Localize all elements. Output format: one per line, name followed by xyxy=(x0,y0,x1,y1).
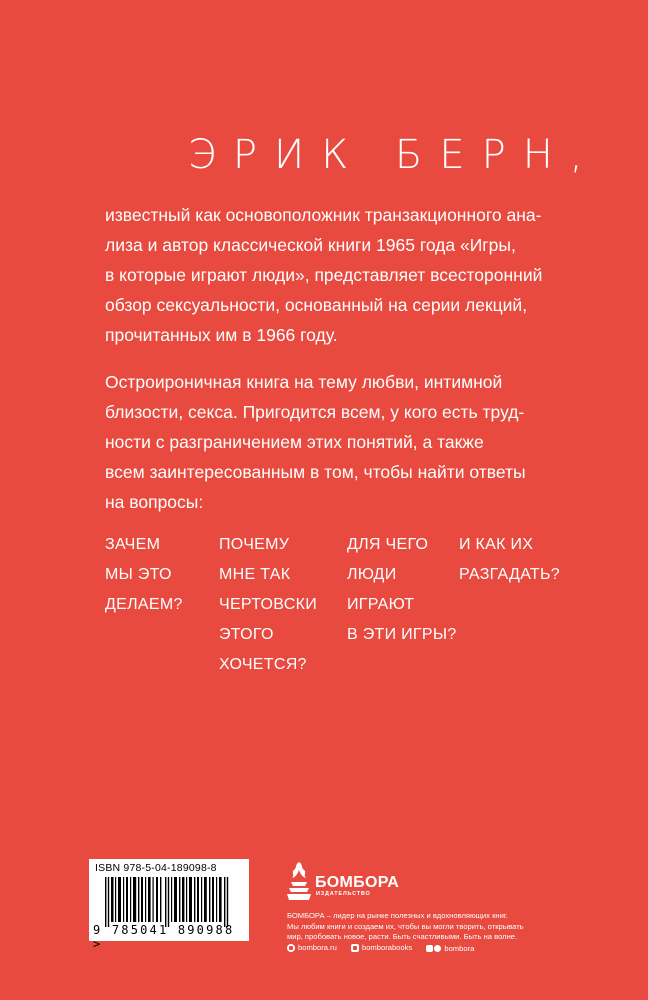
question-line: В ЭТИ ИГРЫ? xyxy=(347,626,457,643)
isbn-label: ISBN 978-5-04-189098-8 xyxy=(95,862,217,874)
publisher-line: мир, пробовать новое, расти. Быть счастливыми. Быть на волне. xyxy=(287,932,518,941)
author-title: ЭРИК БЕРН, xyxy=(188,132,600,178)
barcode xyxy=(105,877,235,927)
question-line: ЭТОГО xyxy=(219,626,274,643)
vk-icon xyxy=(351,944,359,952)
social-link-youtube-telegram[interactable] xyxy=(426,944,474,953)
publisher-subtitle: ИЗДАТЕЛЬСТВО xyxy=(316,891,371,897)
paragraph-line: ности с разграничением этих понятий, а также xyxy=(105,432,484,452)
paragraph-line: известный как основоположник транзакционного ана- xyxy=(105,205,542,225)
paragraph-line: близости, секса. Пригодится всем, у кого есть труд- xyxy=(105,402,525,422)
question-line: МЫ ЭТО xyxy=(105,566,172,583)
paragraph-line: обзор сексуальности, основанный на серии лекций, xyxy=(105,295,528,315)
social-label: bombora.ru xyxy=(298,943,337,952)
publisher-name: БОМБОРА xyxy=(315,874,400,891)
publisher-description xyxy=(287,911,587,943)
paragraph-line: лиза и автор классической книги 1965 года «Игры, xyxy=(105,235,516,255)
questions-grid xyxy=(105,530,565,690)
question-line: ЛЮДИ xyxy=(347,566,397,583)
paragraph-line: всем заинтересованным в том, чтобы найти ответы xyxy=(105,462,526,482)
paragraph-line: в которые играют люди», представляет всесторонний xyxy=(105,265,543,285)
website-icon xyxy=(287,944,295,952)
publisher-logo xyxy=(285,860,445,906)
social-label: bombora xyxy=(444,943,475,953)
summary-paragraph xyxy=(105,367,545,517)
barcode-box xyxy=(89,859,249,951)
question-line: РАЗГАДАТЬ? xyxy=(459,566,560,583)
question-line: ЗАЧЕМ xyxy=(105,536,161,553)
question-line: ДЕЛАЕМ? xyxy=(105,596,183,613)
social-links xyxy=(287,943,486,954)
bombora-logo-icon xyxy=(285,860,313,904)
barcode-number: 9 785041 890988 > xyxy=(93,923,235,951)
question-line: ДЛЯ ЧЕГО xyxy=(347,536,429,553)
question-line: И КАК ИХ xyxy=(459,536,534,553)
question-line: МНЕ ТАК xyxy=(219,566,291,583)
question-line: ХОЧЕТСЯ? xyxy=(219,656,307,673)
social-link-website[interactable] xyxy=(287,943,337,952)
question-column xyxy=(105,530,183,620)
social-link-vk[interactable] xyxy=(351,943,412,952)
question-column xyxy=(219,530,317,680)
telegram-icon xyxy=(434,945,441,952)
question-line: ИГРАЮТ xyxy=(347,596,415,613)
question-line: ЧЕРТОВСКИ xyxy=(219,596,318,613)
question-column xyxy=(347,530,457,650)
social-label: bomborabooks xyxy=(361,943,413,952)
publisher-line: БОМБОРА – лидер на рынке полезных и вдохновляющих книг. xyxy=(287,911,508,920)
youtube-icon xyxy=(426,945,433,952)
publisher-line: Мы любим книги и создаем их, чтобы вы могли творить, открывать xyxy=(287,921,524,931)
paragraph-line: Остроироничная книга на тему любви, интимной xyxy=(105,372,503,392)
paragraph-line: прочитанных им в 1966 году. xyxy=(105,325,338,345)
paragraph-line: на вопросы: xyxy=(105,492,204,512)
question-column xyxy=(459,530,560,590)
description-paragraph xyxy=(105,200,545,350)
question-line: ПОЧЕМУ xyxy=(219,536,290,553)
